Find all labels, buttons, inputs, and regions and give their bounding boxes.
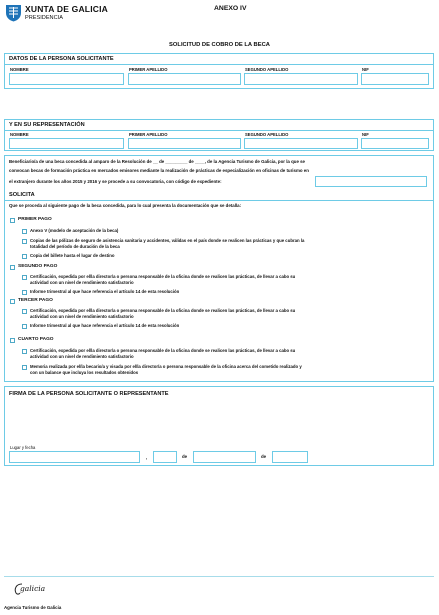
- segundo-certificacion-line1: Certificación, expedida por el/la director/a o persona responsable de la oficina donde se realicen las prácticas, de llevar a cabo su: [30, 274, 296, 279]
- polizas-checkbox[interactable]: [22, 239, 27, 244]
- rep-nombre-field[interactable]: [9, 138, 124, 149]
- cuarto-pago-checkbox[interactable]: [10, 338, 15, 343]
- primer-pago-title: PRIMER PAGO: [18, 217, 52, 222]
- tercer-certificacion-checkbox[interactable]: [22, 309, 27, 314]
- section-divider: [5, 64, 433, 65]
- representative-section-title: Y EN SU REPRESENTACIÓN: [9, 122, 85, 128]
- tercer-informe-checkbox[interactable]: [22, 324, 27, 329]
- org-name: XUNTA DE GALICIA: [25, 4, 109, 14]
- applicant-section-title: DATOS DE LA PERSONA SOLICITANTE: [9, 56, 114, 62]
- signature-title: FIRMA DE LA PERSONA SOLICITANTE O REPRESENTANTE: [9, 391, 169, 397]
- rep-nif-field[interactable]: [361, 138, 429, 149]
- label-nif: NIF: [362, 67, 369, 72]
- polizas-label-line2: totalidad del período de duración de la beca: [30, 244, 120, 249]
- memoria-checkbox[interactable]: [22, 365, 27, 370]
- label-primer-apellido: PRIMER APELLIDO: [129, 132, 168, 137]
- signature-section: [4, 386, 434, 466]
- footer-divider: [4, 576, 434, 577]
- annex-label: ANEXO IV: [214, 5, 247, 12]
- de-label-1: de: [182, 454, 188, 459]
- resolution-text-line2: convocan becas de formación práctica en mercados emisores mediante la realización de prácticas de especialización en oficinas de turismo en: [9, 168, 309, 173]
- segundo-certificacion-checkbox[interactable]: [22, 275, 27, 280]
- expediente-code-field[interactable]: [315, 176, 427, 187]
- month-field[interactable]: [193, 451, 256, 463]
- applicant-section: [4, 53, 434, 89]
- label-nombre: NOMBRE: [10, 132, 29, 137]
- segundo-pago-checkbox[interactable]: [10, 265, 15, 270]
- billete-label: Copia del billete hasta el lugar de destino: [30, 253, 115, 258]
- tercer-pago-checkbox[interactable]: [10, 299, 15, 304]
- applicant-primer-apellido-field[interactable]: [128, 73, 241, 85]
- day-field[interactable]: [153, 451, 177, 463]
- rep-segundo-apellido-field[interactable]: [244, 138, 358, 149]
- cuarto-pago-title: CUARTO PAGO: [18, 337, 54, 342]
- de-label-2: de: [261, 454, 267, 459]
- section-divider: [5, 130, 433, 131]
- applicant-nombre-field[interactable]: [9, 73, 124, 85]
- applicant-nif-field[interactable]: [361, 73, 429, 85]
- tercer-informe-label: Informe trimestral al que hace referencia el artículo 14 de esta resolución: [30, 323, 180, 328]
- section-divider: [5, 200, 433, 201]
- segundo-informe-checkbox[interactable]: [22, 290, 27, 295]
- memoria-label-line2: con un balance que incluya los resultados obtenidos: [30, 370, 139, 375]
- comma-separator: ,: [146, 455, 148, 460]
- label-primer-apellido: PRIMER APELLIDO: [129, 67, 168, 72]
- label-nombre: NOMBRE: [10, 67, 29, 72]
- cuarto-certificacion-line1: Certificación, expedida por el/la director/a o persona responsable de la oficina donde se realicen las prácticas, de llevar a cabo su: [30, 348, 296, 353]
- applicant-segundo-apellido-field[interactable]: [244, 73, 358, 85]
- footer-agency: Agencia Turismo de Galicia: [4, 605, 62, 610]
- galicia-logo-text: galicia: [20, 584, 46, 593]
- tercer-certificacion-line1: Certificación, expedida por el/la director/a o persona responsable de la oficina donde se realicen las prácticas, de llevar a cabo su: [30, 308, 296, 313]
- anexo-v-label: Anexo V (modelo de aceptación de la beca): [30, 228, 119, 233]
- year-field[interactable]: [272, 451, 308, 463]
- rep-primer-apellido-field[interactable]: [128, 138, 241, 149]
- galicia-logo: [12, 582, 52, 596]
- solicita-heading: SOLICITA: [9, 192, 35, 198]
- dept-name: PRESIDENCIA: [25, 15, 63, 21]
- segundo-pago-title: SEGUNDO PAGO: [18, 264, 58, 269]
- label-segundo-apellido: SEGUNDO APELLIDO: [245, 67, 289, 72]
- cuarto-certificacion-checkbox[interactable]: [22, 349, 27, 354]
- tercer-pago-title: TERCER PAGO: [18, 298, 53, 303]
- solicita-intro: Que se proceda al siguiente pago de la beca concedida, para lo cual presenta la documentación que se detalla:: [9, 203, 242, 208]
- tercer-certificacion-line2: actividad con un nivel de rendimiento satisfactorio: [30, 314, 134, 319]
- billete-checkbox[interactable]: [22, 254, 27, 259]
- resolution-text-line1: Beneficiario/a de una beca concedida al amparo de la Resolución de __ de _________ de ____, de la Agencia Turismo de Galicia, por la que se: [9, 159, 305, 164]
- segundo-certificacion-line2: actividad con un nivel de rendimiento satisfactorio: [30, 280, 134, 285]
- request-section: [4, 155, 434, 382]
- primer-pago-checkbox[interactable]: [10, 218, 15, 223]
- polizas-label-line1: Copias de las pólizas de seguro de asistencia sanitaria y accidentes, válidas en el país donde se realicen las prácticas y que cubran la: [30, 238, 305, 243]
- segundo-informe-label: Informe trimestral al que hace referencia el artículo 14 de esta resolución: [30, 289, 180, 294]
- place-field[interactable]: [9, 451, 140, 463]
- xunta-logo: [5, 4, 109, 24]
- label-nif: NIF: [362, 132, 369, 137]
- representative-section: [4, 119, 434, 151]
- label-segundo-apellido: SEGUNDO APELLIDO: [245, 132, 289, 137]
- xunta-shield-icon: [5, 4, 22, 22]
- form-title: SOLICITUD DE COBRO DE LA BECA: [169, 42, 270, 48]
- anexo-v-checkbox[interactable]: [22, 229, 27, 234]
- memoria-label-line1: Memoria realizada por el/la becario/a y visada por el/la director/a o persona responsable de la oficina acerca del cometido realizado y: [30, 364, 302, 369]
- place-date-label: Lugar y fecha: [10, 445, 36, 450]
- resolution-text-line3: el extranjero durante los años 2015 y 2016 y se procede a su convocatoria, con código de expediente:: [9, 179, 222, 184]
- cuarto-certificacion-line2: actividad con un nivel de rendimiento satisfactorio: [30, 354, 134, 359]
